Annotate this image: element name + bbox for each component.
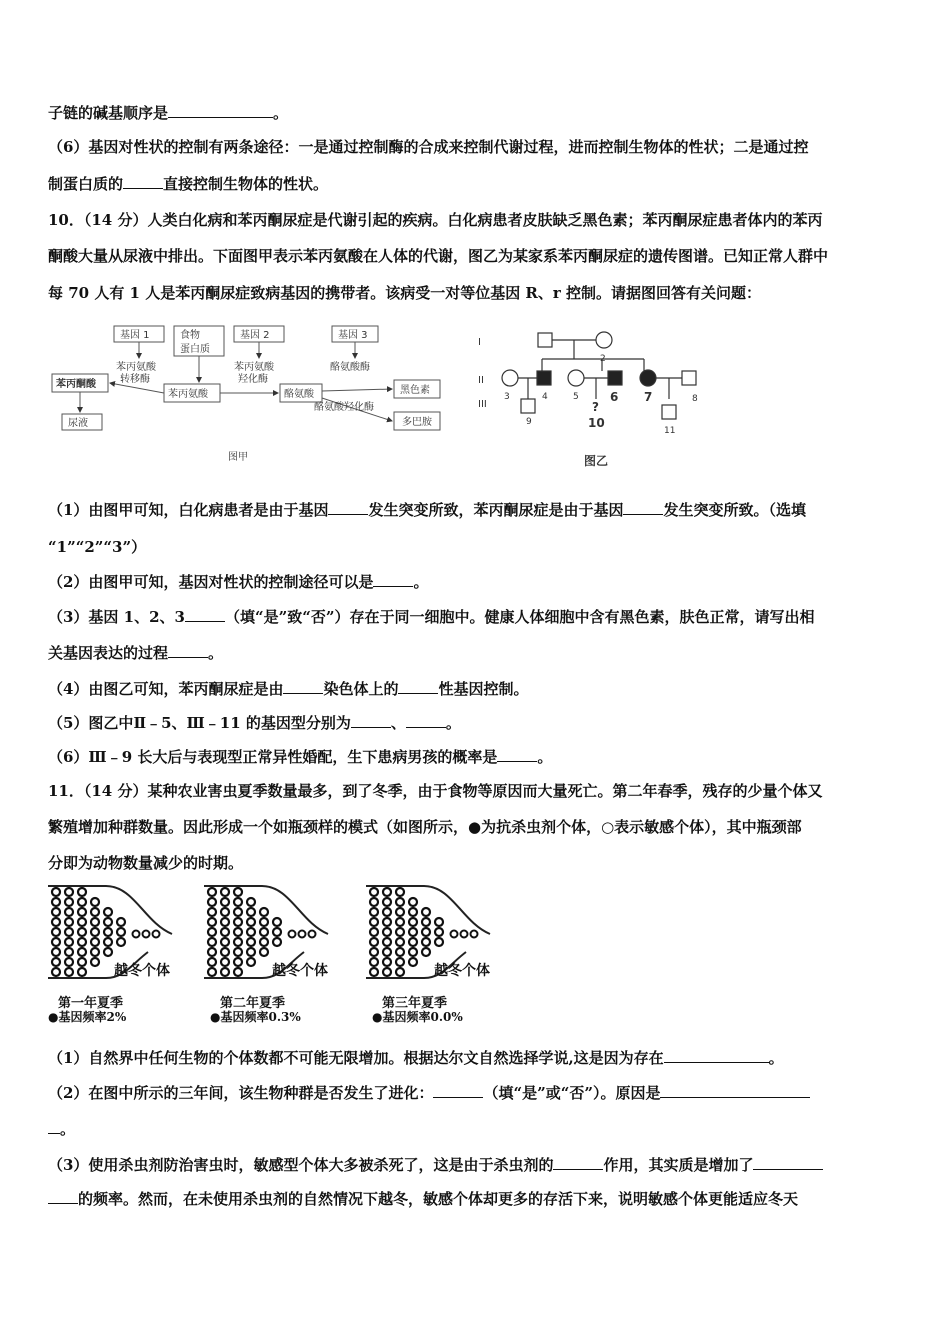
insect-individual	[396, 918, 404, 926]
answer-blank[interactable]	[553, 1153, 603, 1170]
insect-individual	[435, 918, 443, 926]
insect-individual	[396, 898, 404, 906]
insect-individual	[91, 928, 99, 936]
insect-individual	[104, 948, 112, 956]
insect-individual	[221, 928, 229, 936]
insect-individual	[208, 948, 216, 956]
answer-blank[interactable]	[373, 570, 413, 587]
q10-s3-line1: （3）基因 1、2、3 （填“是”致“否”）存在于同一细胞中。健康人体细胞中含有黑色素，肤色正常，请写出相	[48, 605, 902, 629]
insect-individual	[461, 931, 468, 938]
insect-individual	[78, 928, 86, 936]
label-gene3: 基因 3	[338, 330, 368, 341]
insect-individual	[383, 968, 391, 976]
gen-I: I	[478, 337, 481, 348]
insect-individual	[247, 928, 255, 936]
insect-individual	[234, 898, 242, 906]
insect-individual	[247, 958, 255, 966]
insect-individual	[65, 898, 73, 906]
insect-individual	[221, 968, 229, 976]
svg-text:2: 2	[600, 354, 606, 364]
insect-individual	[52, 888, 60, 896]
q10-s1-line1: （1）由图甲可知，白化病患者是由于基因 发生突变所致，苯丙酮尿症是由于基因 发生突变所致。（选填	[48, 498, 902, 522]
q9-p6-line2: 制蛋白质的 直接控制生物体的性状。	[48, 172, 902, 196]
label-protein: 蛋白质	[180, 344, 210, 355]
insect-individual	[383, 938, 391, 946]
panel2-freq: ●基因频率0.3%	[210, 1010, 301, 1024]
panel1-season: 第一年夏季	[58, 996, 124, 1011]
q11-intro-1: 11．（14 分）某种农业害虫夏季数量最多，到了冬季，由于食物等原因而大量死亡。第二年春季，残存的少量个体又	[48, 782, 823, 800]
q9-p6-line1: （6）基因对性状的控制有两条途径：一是通过控制酶的合成来控制代谢过程，进而控制生物体的性状；二是通过控	[48, 138, 809, 156]
insect-individual	[273, 918, 281, 926]
pedigree-III-9	[521, 399, 535, 413]
insect-individual	[309, 931, 316, 938]
insect-individual	[383, 908, 391, 916]
insect-individual	[78, 908, 86, 916]
q10-intro-1: 10．（14 分）人类白化病和苯丙酮尿症是代谢引起的疾病。白化病患者皮肤缺乏黑色素；苯丙酮尿症患者体内的苯丙	[48, 211, 823, 229]
insect-individual	[370, 968, 378, 976]
figure-pedigree	[476, 325, 708, 473]
insect-individual	[78, 958, 86, 966]
insect-individual	[117, 928, 125, 936]
insect-individual	[383, 888, 391, 896]
figure-metabolic-pathway	[48, 318, 468, 468]
pedigree-II-8	[682, 371, 696, 385]
insect-individual	[104, 918, 112, 926]
insect-individual	[78, 938, 86, 946]
insect-individual	[409, 918, 417, 926]
q10-s2: （2）由图甲可知，基因对性状的控制途径可以是 。	[48, 570, 902, 594]
insect-individual	[370, 888, 378, 896]
panel1-freq: ●基因频率2%	[48, 1010, 127, 1024]
insect-individual	[370, 918, 378, 926]
panel2-season: 第二年夏季	[220, 996, 286, 1011]
insect-individual	[234, 918, 242, 926]
insect-individual	[208, 928, 216, 936]
insect-individual	[104, 908, 112, 916]
label-overwinter-3: 越冬个体	[434, 963, 490, 979]
insect-individual	[153, 931, 160, 938]
insect-individual	[65, 958, 73, 966]
insect-individual	[221, 908, 229, 916]
insect-individual	[78, 948, 86, 956]
insect-individual	[370, 958, 378, 966]
insect-individual	[409, 938, 417, 946]
insect-individual	[234, 948, 242, 956]
insect-individual	[78, 918, 86, 926]
insect-individual	[409, 898, 417, 906]
insect-individual	[370, 928, 378, 936]
insect-individual	[409, 948, 417, 956]
q11-intro-2: 繁殖增加种群数量。因此形成一个如瓶颈样的模式（如图所示，●为抗杀虫剂个体，○表示敏感个体），其中瓶颈部	[48, 818, 802, 836]
insect-individual	[52, 928, 60, 936]
insect-individual	[435, 938, 443, 946]
caption-fig-a: 图甲	[228, 452, 248, 463]
insect-individual	[65, 888, 73, 896]
insect-individual	[396, 948, 404, 956]
answer-blank[interactable]	[406, 711, 446, 728]
insect-individual	[91, 958, 99, 966]
gen-III: III	[478, 399, 487, 410]
insect-individual	[65, 948, 73, 956]
insect-individual	[383, 958, 391, 966]
insect-individual	[234, 928, 242, 936]
pedigree-II-6	[608, 371, 622, 385]
insect-individual	[409, 908, 417, 916]
insect-individual	[260, 908, 268, 916]
insect-individual	[451, 931, 458, 938]
q11-s2-line2: 。	[48, 1117, 902, 1141]
insect-individual	[52, 898, 60, 906]
insect-individual	[260, 928, 268, 936]
insect-individual	[65, 928, 73, 936]
q11-s1: （1）自然界中任何生物的个体数都不可能无限增加。根据达尔文自然选择学说,这是因为存在 。	[48, 1046, 902, 1070]
q9-line1: 子链的碱基顺序是 。	[48, 101, 902, 125]
insect-individual	[383, 918, 391, 926]
pedigree-II-3	[502, 370, 518, 386]
insect-individual	[65, 938, 73, 946]
insect-individual	[208, 958, 216, 966]
pedigree-II-5	[568, 370, 584, 386]
q11-s3-line2: 的频率。然而，在未使用杀虫剂的自然情况下越冬，敏感个体却更多的存活下来，说明敏感个体更能适应冬天	[48, 1187, 902, 1211]
insect-individual	[422, 938, 430, 946]
insect-individual	[234, 958, 242, 966]
insect-individual	[422, 918, 430, 926]
insect-individual	[133, 931, 140, 938]
insect-individual	[104, 928, 112, 936]
insect-individual	[409, 958, 417, 966]
insect-individual	[247, 938, 255, 946]
svg-text:10: 10	[588, 416, 605, 430]
insect-individual	[52, 938, 60, 946]
q10-s4: （4）由图乙可知，苯丙酮尿症是由 染色体上的 性基因控制。	[48, 677, 902, 701]
insect-individual	[78, 968, 86, 976]
insect-individual	[370, 908, 378, 916]
q11-s3-line1: （3）使用杀虫剂防治害虫时，敏感型个体大多被杀死了，这是由于杀虫剂的 作用，其实质是增加了	[48, 1153, 902, 1177]
label-ppa: 苯丙酮酸	[56, 379, 96, 390]
insect-individual	[221, 958, 229, 966]
insect-individual	[208, 898, 216, 906]
q10-s6: （6）Ⅲ﹣9 长大后与表现型正常异性婚配，生下患病男孩的概率是 。	[48, 745, 902, 769]
insect-individual	[383, 948, 391, 956]
insect-individual	[52, 908, 60, 916]
insect-individual	[247, 898, 255, 906]
insect-individual	[422, 908, 430, 916]
q10-s3-line2: 关基因表达的过程 。	[48, 641, 902, 665]
insect-individual	[91, 908, 99, 916]
insect-individual	[221, 898, 229, 906]
insect-individual	[208, 938, 216, 946]
svg-text:11: 11	[664, 426, 676, 436]
insect-individual	[273, 938, 281, 946]
pedigree-III-11	[662, 405, 676, 419]
label-phe: 苯丙氨酸	[168, 389, 208, 400]
pedigree-I-1	[538, 333, 552, 347]
label-food: 食物	[180, 330, 200, 341]
insect-individual	[234, 908, 242, 916]
q10-intro-3: 每 70 人有 1 人是苯丙酮尿症致病基因的携带者。该病受一对等位基因 R、r 控制。请据图回答有关问题：	[48, 284, 762, 302]
label-enz3: 酪氨酸酶	[330, 362, 370, 373]
label-enz2b: 羟化酶	[238, 374, 268, 385]
label-overwinter-1: 越冬个体	[114, 963, 170, 979]
answer-blank[interactable]	[398, 677, 438, 694]
q10-s1-line2: “1”“2”“3”）	[48, 538, 147, 556]
insect-individual	[104, 938, 112, 946]
insect-individual	[383, 898, 391, 906]
insect-individual	[247, 948, 255, 956]
insect-individual	[396, 928, 404, 936]
answer-blank[interactable]	[48, 1187, 78, 1204]
insect-individual	[221, 918, 229, 926]
label-gene1: 基因 1	[120, 330, 150, 341]
insect-individual	[370, 898, 378, 906]
insect-individual	[273, 928, 281, 936]
answer-blank[interactable]	[328, 498, 368, 515]
label-urine: 尿液	[68, 418, 88, 429]
answer-blank[interactable]	[283, 677, 323, 694]
insect-individual	[260, 938, 268, 946]
insect-individual	[208, 968, 216, 976]
insect-individual	[91, 918, 99, 926]
insect-individual	[78, 898, 86, 906]
label-gene2: 基因 2	[240, 330, 270, 341]
insect-individual	[260, 948, 268, 956]
label-tyr: 酪氨酸	[284, 389, 314, 400]
caption-fig-b: 图乙	[584, 454, 609, 468]
panel3-freq: ●基因频率0.0%	[372, 1010, 463, 1024]
insect-individual	[52, 958, 60, 966]
insect-individual	[370, 948, 378, 956]
insect-individual	[422, 948, 430, 956]
insect-individual	[65, 908, 73, 916]
svg-text:6: 6	[610, 390, 619, 404]
pedigree-II-7	[640, 370, 656, 386]
insect-individual	[396, 908, 404, 916]
insect-individual	[65, 968, 73, 976]
insect-individual	[396, 938, 404, 946]
insect-individual	[91, 938, 99, 946]
q9-line1-text: 子链的碱基顺序是	[48, 104, 169, 122]
answer-blank[interactable]	[48, 1117, 60, 1134]
insect-individual	[370, 938, 378, 946]
svg-text:?: ?	[592, 400, 599, 414]
q11-s2-line1: （2）在图中所示的三年间，该生物种群是否发生了进化： （填“是”或“否”）。原因是	[48, 1081, 902, 1105]
q10-s5: （5）图乙中Ⅱ﹣5、Ⅲ﹣11 的基因型分别为 、 。	[48, 711, 902, 735]
insect-individual	[143, 931, 150, 938]
insect-individual	[78, 888, 86, 896]
label-enz1a: 苯丙氨酸	[116, 362, 156, 373]
answer-blank[interactable]	[623, 498, 663, 515]
insect-individual	[396, 968, 404, 976]
svg-text:5: 5	[573, 392, 579, 402]
insect-individual	[247, 908, 255, 916]
insect-individual	[396, 888, 404, 896]
answer-blank[interactable]	[123, 172, 163, 189]
figure-bottleneck	[44, 882, 504, 1032]
insect-individual	[52, 918, 60, 926]
answer-blank[interactable]	[753, 1153, 823, 1170]
pedigree-I-2	[596, 332, 612, 348]
label-enz2a: 苯丙氨酸	[234, 362, 274, 373]
insect-individual	[221, 888, 229, 896]
insect-individual	[289, 931, 296, 938]
label-enz1b: 转移酶	[120, 374, 150, 385]
insect-individual	[221, 938, 229, 946]
insect-individual	[52, 968, 60, 976]
pedigree-II-4	[537, 371, 551, 385]
insect-individual	[65, 918, 73, 926]
insect-individual	[471, 931, 478, 938]
label-enz4: 酪氨酸羟化酶	[314, 402, 374, 413]
insect-individual	[52, 948, 60, 956]
insect-individual	[208, 908, 216, 916]
insect-individual	[234, 938, 242, 946]
svg-text:9: 9	[526, 417, 532, 427]
insect-individual	[383, 928, 391, 936]
answer-blank[interactable]	[185, 605, 225, 622]
insect-individual	[422, 928, 430, 936]
insect-individual	[208, 888, 216, 896]
answer-blank[interactable]	[351, 711, 391, 728]
answer-blank[interactable]	[168, 641, 208, 658]
insect-individual	[396, 958, 404, 966]
panel3-season: 第三年夏季	[382, 996, 448, 1011]
label-overwinter-2: 越冬个体	[272, 963, 328, 979]
insect-individual	[91, 948, 99, 956]
insect-individual	[260, 918, 268, 926]
answer-blank[interactable]	[660, 1081, 810, 1098]
insect-individual	[234, 968, 242, 976]
insect-individual	[221, 948, 229, 956]
insect-individual	[117, 918, 125, 926]
insect-individual	[299, 931, 306, 938]
q10-intro-2: 酮酸大量从尿液中排出。下面图甲表示苯丙氨酸在人体的代谢，图乙为某家系苯丙酮尿症的遗传图谱。已知正常人群中	[48, 247, 829, 265]
label-melanin: 黑色素	[400, 385, 430, 396]
insect-individual	[435, 928, 443, 936]
answer-blank[interactable]	[497, 745, 537, 762]
answer-blank[interactable]	[664, 1046, 769, 1063]
insect-individual	[91, 898, 99, 906]
insect-individual	[208, 918, 216, 926]
label-dopa: 多巴胺	[402, 417, 432, 428]
insect-individual	[247, 918, 255, 926]
insect-individual	[117, 938, 125, 946]
svg-text:3: 3	[504, 392, 510, 402]
gen-II: II	[478, 375, 484, 386]
insect-individual	[234, 888, 242, 896]
answer-blank[interactable]	[433, 1081, 483, 1098]
q11-intro-3: 分即为动物数量减少的时期。	[48, 854, 244, 872]
svg-text:4: 4	[542, 392, 548, 402]
insect-individual	[409, 928, 417, 936]
answer-blank[interactable]	[168, 101, 273, 118]
svg-text:7: 7	[644, 390, 653, 404]
svg-text:8: 8	[692, 394, 698, 404]
